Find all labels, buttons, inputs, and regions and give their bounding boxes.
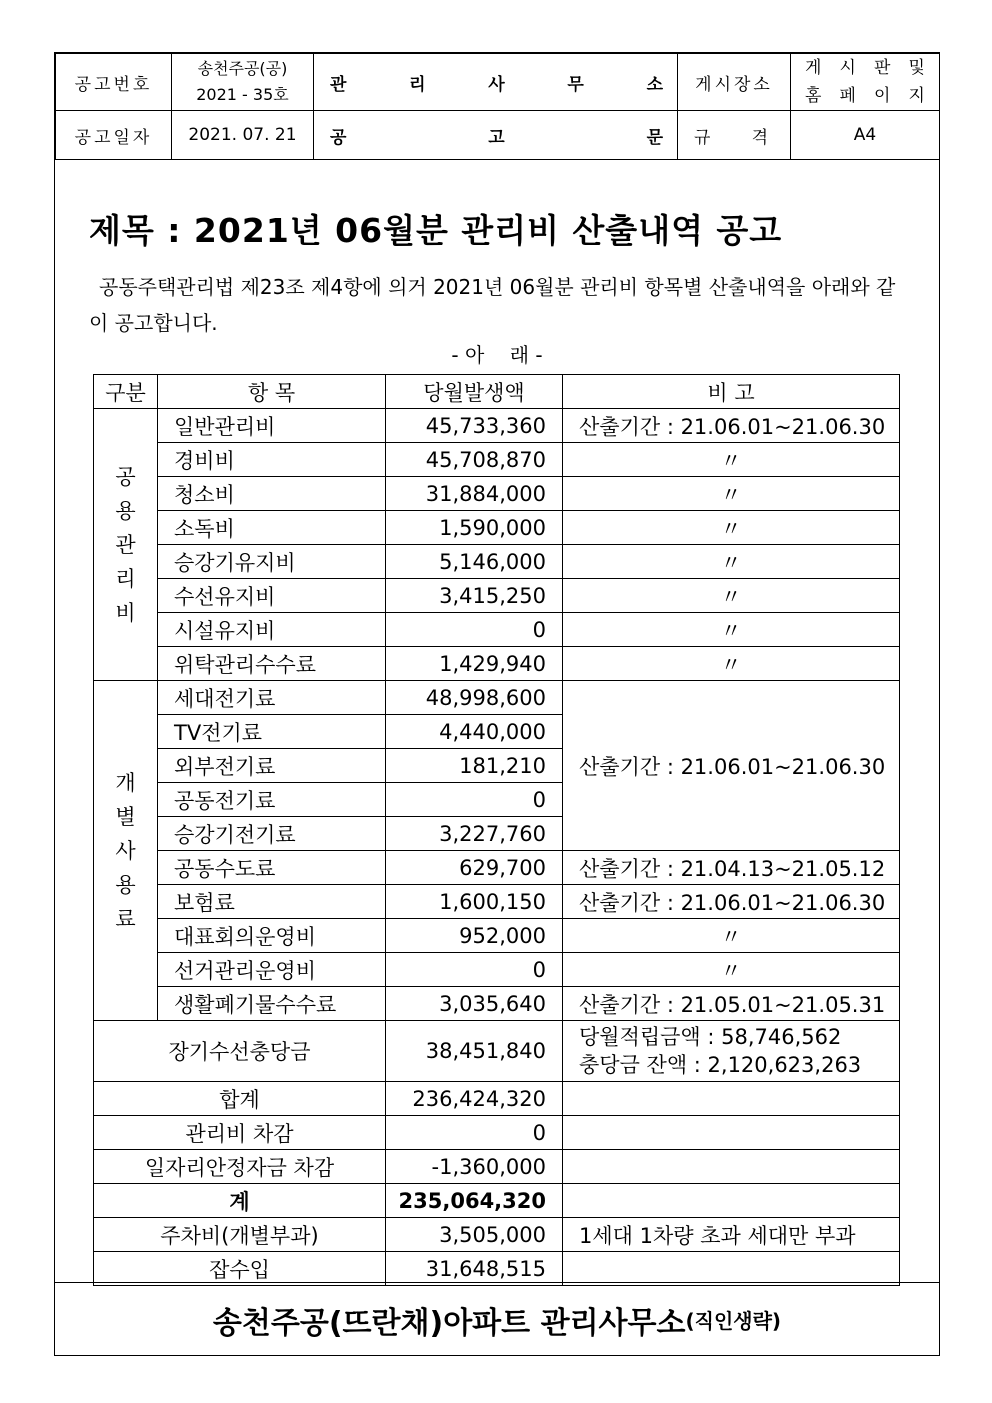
row-amount: 45,733,360 xyxy=(386,409,563,443)
row-note: 〃 xyxy=(563,511,900,545)
footer-seal-note: (직인생략) xyxy=(685,1309,782,1333)
row-item: 관리비 차감 xyxy=(94,1116,386,1150)
row-amount: 31,884,000 xyxy=(386,477,563,511)
row-item: 승강기전기료 xyxy=(158,817,386,851)
table-row xyxy=(94,613,900,647)
table-row xyxy=(94,409,900,443)
row-amount: 0 xyxy=(386,1116,563,1150)
header-title-row1: 관 리 사 무 소 xyxy=(314,54,678,111)
row-item: 보험료 xyxy=(158,885,386,919)
table-row xyxy=(94,511,900,545)
row-amount: 1,600,150 xyxy=(386,885,563,919)
table-row-subsidy xyxy=(94,1150,900,1184)
group-individual-label: 개 별 사 용 료 xyxy=(94,681,158,1021)
table-row-reserve xyxy=(94,1021,900,1082)
col-item: 항 목 xyxy=(158,375,386,409)
row-note xyxy=(563,1252,900,1286)
notice-no-label: 공고번호 xyxy=(56,54,172,111)
row-note: 〃 xyxy=(563,477,900,511)
row-amount: 1,429,940 xyxy=(386,647,563,681)
row-item: 장기수선충당금 xyxy=(94,1021,386,1082)
header-title-row2: 공 고 문 xyxy=(314,111,678,160)
row-amount: 4,440,000 xyxy=(386,715,563,749)
table-row xyxy=(94,885,900,919)
row-amount: 0 xyxy=(386,953,563,987)
notice-date-value: 2021. 07. 21 xyxy=(172,111,314,160)
row-amount: 3,415,250 xyxy=(386,579,563,613)
table-row xyxy=(94,851,900,885)
row-amount: 0 xyxy=(386,783,563,817)
col-category: 구분 xyxy=(94,375,158,409)
notice-title: 제목 : 2021년 06월분 관리비 산출내역 공고 xyxy=(89,211,783,250)
row-note xyxy=(563,1116,900,1150)
table-row xyxy=(94,647,900,681)
row-item: 세대전기료 xyxy=(158,681,386,715)
row-item: 승강기유지비 xyxy=(158,545,386,579)
row-item: TV전기료 xyxy=(158,715,386,749)
row-amount: 3,227,760 xyxy=(386,817,563,851)
row-note: 산출기간 : 21.04.13~21.05.12 xyxy=(563,851,900,885)
notice-no-value: 송천주공(공) 2021 - 35호 xyxy=(172,54,314,111)
row-item: 계 xyxy=(94,1184,386,1218)
row-amount: 48,998,600 xyxy=(386,681,563,715)
row-item: 생활폐기물수수료 xyxy=(158,987,386,1021)
spec-value: A4 xyxy=(791,111,940,160)
row-note: 〃 xyxy=(563,919,900,953)
row-note: 〃 xyxy=(563,545,900,579)
row-note: 산출기간 : 21.05.01~21.05.31 xyxy=(563,987,900,1021)
row-amount: 1,590,000 xyxy=(386,511,563,545)
row-item: 소독비 xyxy=(158,511,386,545)
row-note: 〃 xyxy=(563,613,900,647)
table-row xyxy=(94,953,900,987)
row-note: 산출기간 : 21.06.01~21.06.30 xyxy=(563,409,900,443)
row-item: 외부전기료 xyxy=(158,749,386,783)
table-row xyxy=(94,477,900,511)
table-row xyxy=(94,681,900,715)
row-note-merged: 산출기간 : 21.06.01~21.06.30 xyxy=(563,681,900,851)
table-row-grand-total xyxy=(94,1184,900,1218)
row-note: 〃 xyxy=(563,647,900,681)
row-item: 선거관리운영비 xyxy=(158,953,386,987)
row-note: 〃 xyxy=(563,579,900,613)
footer xyxy=(55,1282,939,1356)
row-amount: -1,360,000 xyxy=(386,1150,563,1184)
row-item: 대표회의운영비 xyxy=(158,919,386,953)
row-item: 공동전기료 xyxy=(158,783,386,817)
row-item: 청소비 xyxy=(158,477,386,511)
row-item: 주차비(개별부과) xyxy=(94,1218,386,1252)
row-amount: 31,648,515 xyxy=(386,1252,563,1286)
header-table xyxy=(55,53,940,160)
row-amount: 235,064,320 xyxy=(386,1184,563,1218)
table-row xyxy=(94,443,900,477)
row-item: 일반관리비 xyxy=(158,409,386,443)
row-item: 잡수입 xyxy=(94,1252,386,1286)
row-item: 위탁관리수수료 xyxy=(158,647,386,681)
table-row-misc-income xyxy=(94,1252,900,1286)
fee-table xyxy=(93,374,900,1286)
row-amount: 45,708,870 xyxy=(386,443,563,477)
table-row-deduct xyxy=(94,1116,900,1150)
post-place-label: 게시장소 xyxy=(678,54,791,111)
row-item: 경비비 xyxy=(158,443,386,477)
table-row xyxy=(94,545,900,579)
row-note xyxy=(563,1082,900,1116)
table-row xyxy=(94,919,900,953)
table-row xyxy=(94,987,900,1021)
ahrae-label: - 아 래 - xyxy=(451,343,543,367)
col-note: 비 고 xyxy=(563,375,900,409)
spec-label: 규 격 xyxy=(678,111,791,160)
row-amount: 181,210 xyxy=(386,749,563,783)
row-amount: 38,451,840 xyxy=(386,1021,563,1082)
group-common-label: 공 용 관 리 비 xyxy=(94,409,158,681)
row-note: 1세대 1차량 초과 세대만 부과 xyxy=(563,1218,900,1252)
row-note: 당월적립금액 : 58,746,562 충당금 잔액 : 2,120,623,263 xyxy=(563,1021,900,1082)
row-amount: 5,146,000 xyxy=(386,545,563,579)
row-note: 〃 xyxy=(563,953,900,987)
row-item: 합계 xyxy=(94,1082,386,1116)
row-amount: 3,505,000 xyxy=(386,1218,563,1252)
row-amount: 952,000 xyxy=(386,919,563,953)
notice-date-label: 공고일자 xyxy=(56,111,172,160)
row-note: 산출기간 : 21.06.01~21.06.30 xyxy=(563,885,900,919)
row-amount: 3,035,640 xyxy=(386,987,563,1021)
table-row xyxy=(94,579,900,613)
row-amount: 236,424,320 xyxy=(386,1082,563,1116)
row-note: 〃 xyxy=(563,443,900,477)
row-item: 시설유지비 xyxy=(158,613,386,647)
footer-org: 송천주공(뜨란채)아파트 관리사무소 xyxy=(212,1305,686,1341)
row-note xyxy=(563,1150,900,1184)
row-note xyxy=(563,1184,900,1218)
row-item: 일자리안정자금 차감 xyxy=(94,1150,386,1184)
notice-paragraph: 공동주택관리법 제23조 제4항에 의거 2021년 06월분 관리비 항목별 산출내역을 아래와 같이 공고합니다. xyxy=(89,275,896,335)
row-item: 공동수도료 xyxy=(158,851,386,885)
post-place-value: 게 시 판 및 홈 페 이 지 xyxy=(791,54,940,111)
row-amount: 0 xyxy=(386,613,563,647)
notice-frame xyxy=(54,52,940,1356)
table-header-row xyxy=(94,375,900,409)
row-item: 수선유지비 xyxy=(158,579,386,613)
row-amount: 629,700 xyxy=(386,851,563,885)
table-row-parking xyxy=(94,1218,900,1252)
table-row-total xyxy=(94,1082,900,1116)
col-amount: 당월발생액 xyxy=(386,375,563,409)
